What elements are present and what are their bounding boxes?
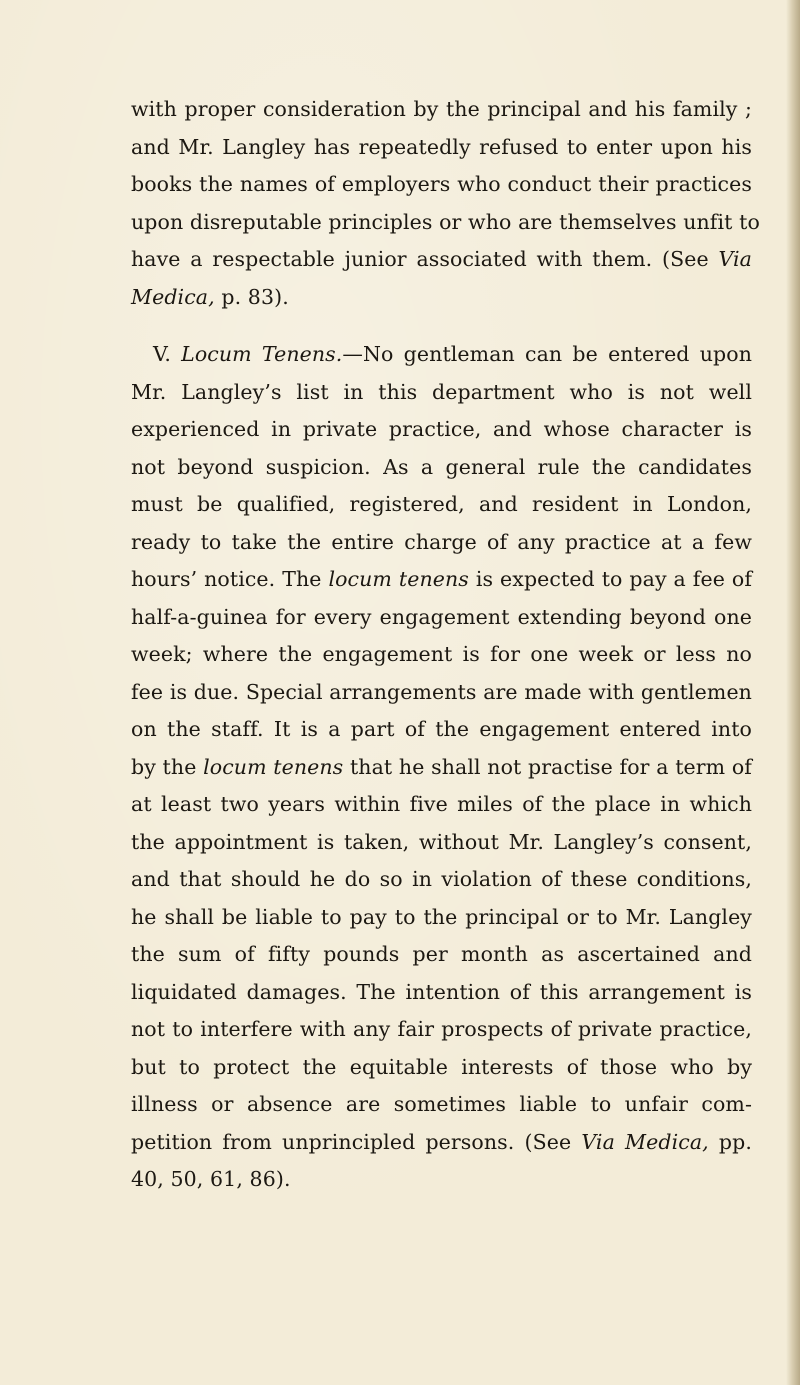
text-line — [131, 524, 752, 562]
text-run: p. 83). — [214, 284, 289, 309]
text-run: is expected to pay a fee of — [468, 567, 753, 591]
text-run: liquidated damages. The intention of this arrangement is — [131, 979, 752, 1004]
text-line — [131, 1049, 752, 1087]
text-run: books the names of employers who conduct their practices — [131, 172, 752, 196]
italic-text-run: Locum Tenens. — [181, 342, 343, 366]
text-run: and Mr. Langley has repeatedly refused to enter upon his — [131, 134, 752, 159]
text-line — [131, 91, 752, 129]
text-line — [131, 561, 752, 599]
text-line — [131, 599, 752, 637]
text-run: he shall be liable to pay to the principal or to Mr. Langley — [131, 904, 752, 929]
text-line — [131, 166, 752, 204]
text-run: illness or absence are sometimes liable to unfair com- — [131, 1092, 752, 1116]
text-run: fee is due. Special arrangements are made with gentlemen — [131, 679, 752, 704]
text-line — [131, 241, 752, 279]
text-run: experienced in private practice, and whose character is — [131, 417, 752, 441]
text-line — [131, 486, 752, 524]
text-run: not to interfere with any fair prospects of private practice, — [131, 1017, 752, 1041]
text-line — [131, 1011, 752, 1049]
text-run: Mr. Langley’s list in this department who is not well — [131, 379, 752, 404]
text-run: half-a-guinea for every engagement extending beyond one — [131, 604, 752, 629]
text-line — [131, 1086, 752, 1124]
italic-text-run: Medica, — [131, 284, 215, 309]
italic-text-run: locum tenens — [328, 567, 469, 591]
text-run: not beyond suspicion. As a general rule the candidates — [131, 454, 752, 479]
text-run: the sum of fifty pounds per month as ascertained and — [131, 942, 752, 966]
text-run: —No gentleman can be entered upon — [342, 342, 752, 366]
text-run: week; where the engagement is for one week or less no — [131, 642, 752, 666]
text-run: with proper consideration by the principal and his family ; — [131, 97, 752, 121]
text-line — [131, 336, 752, 374]
italic-text-run: Via Medica, — [581, 1129, 709, 1154]
text-line — [131, 749, 752, 787]
text-line — [131, 374, 752, 412]
text-run: that he shall not practise for a term of — [343, 754, 752, 779]
page-text — [131, 91, 760, 1199]
text-line — [131, 411, 752, 449]
text-run: the appointment is taken, without Mr. Langley’s consent, — [131, 829, 752, 854]
text-run: hours’ notice. The — [131, 567, 329, 591]
text-line — [131, 279, 752, 317]
text-line — [131, 974, 752, 1012]
text-line — [131, 899, 752, 937]
text-run: on the staff. It is a part of the engagement entered into — [131, 717, 752, 741]
text-line — [131, 449, 752, 487]
text-line — [131, 674, 752, 712]
text-run: 40, 50, 61, 86). — [131, 1167, 291, 1191]
text-run: and that should he do so in violation of these conditions, — [131, 867, 752, 891]
italic-text-run: locum tenens — [203, 754, 344, 779]
text-line — [131, 129, 752, 167]
italic-text-run: Via — [718, 247, 752, 271]
text-line — [131, 786, 752, 824]
text-run: ready to take the entire charge of any practice at a few — [131, 529, 752, 554]
text-run: V. — [153, 342, 182, 366]
text-run: at least two years within five miles of the place in which — [131, 792, 752, 816]
text-line — [131, 824, 752, 862]
page-edge-shadow — [786, 0, 800, 1385]
text-run: by the — [131, 754, 204, 779]
text-run: must be qualified, registered, and resident in London, — [131, 492, 752, 516]
text-run: petition from unprincipled persons. (See — [131, 1129, 582, 1154]
text-line — [131, 1161, 752, 1199]
paragraph — [131, 91, 760, 316]
text-line — [131, 936, 752, 974]
text-line — [131, 1124, 752, 1162]
text-line — [131, 861, 752, 899]
text-run: pp. — [708, 1129, 752, 1154]
text-run: have a respectable junior associated with them. (See — [131, 247, 719, 271]
text-line — [131, 636, 752, 674]
text-run: upon disreputable principles or who are themselves unfit to — [131, 209, 760, 234]
text-line — [131, 204, 760, 242]
paragraph — [131, 336, 752, 1199]
text-line — [131, 711, 752, 749]
paragraph-gap — [131, 316, 752, 336]
text-run: but to protect the equitable interests of those who by — [131, 1054, 752, 1079]
